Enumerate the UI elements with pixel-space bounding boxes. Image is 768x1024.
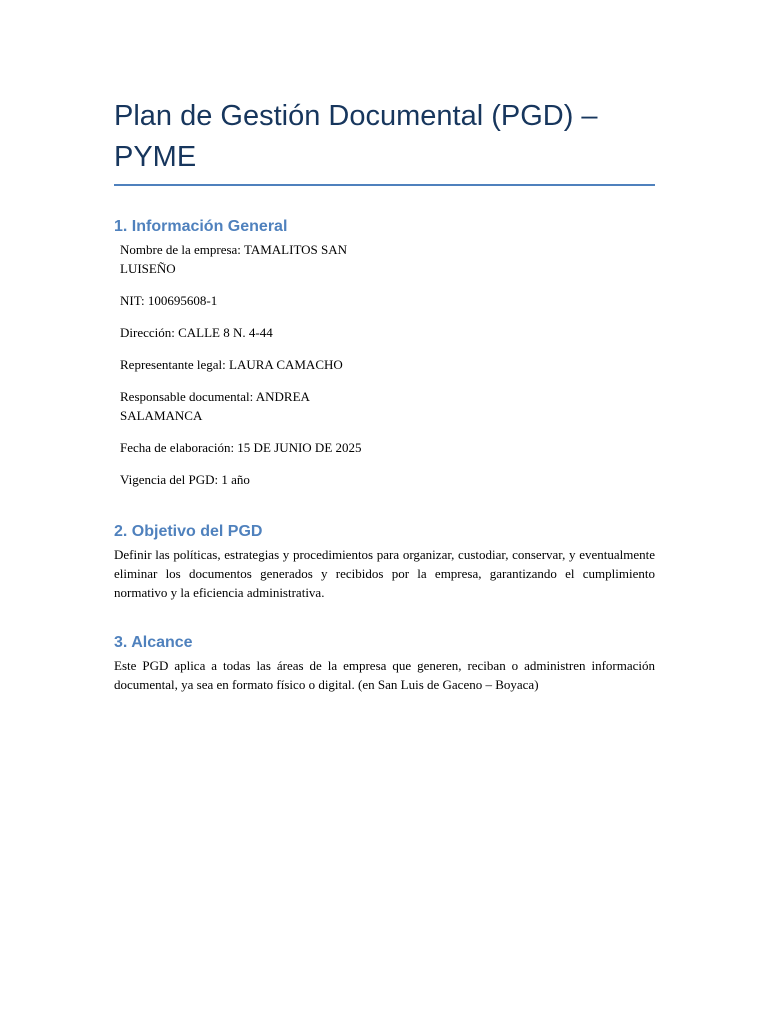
info-address: Dirección: CALLE 8 N. 4-44: [120, 325, 273, 340]
objective-paragraph: Definir las políticas, estrategias y procedimientos para organizar, custodiar, conservar, y eventualmente eliminar los documentos generados y recibidos por la empresa, garantizando el cumplimiento normativo y la eficiencia administrativa.: [114, 547, 655, 600]
scope-paragraph: Este PGD aplica a todas las áreas de la empresa que generen, reciban o administren información documental, ya sea en formato físico o digital. (en San Luis de Gaceno – Boyaca): [114, 658, 655, 692]
info-validity: Vigencia del PGD: 1 año: [120, 472, 250, 487]
section-heading-informacion-general: 1. Información General: [114, 218, 288, 235]
info-legal-representative: Representante legal: LAURA CAMACHO: [120, 357, 343, 372]
document-title: Plan de Gestión Documental (PGD) – PYME: [114, 96, 655, 186]
general-info-list: [120, 240, 365, 489]
document-content: [114, 96, 655, 694]
section-heading-alcance: 3. Alcance: [114, 634, 193, 651]
info-nit: NIT: 100695608-1: [120, 293, 218, 308]
section-heading-objetivo: 2. Objetivo del PGD: [114, 523, 263, 540]
info-document-manager: Responsable documental: ANDREA SALAMANCA: [120, 389, 310, 423]
info-creation-date: Fecha de elaboración: 15 DE JUNIO DE 2025: [120, 440, 362, 455]
info-company-name: Nombre de la empresa: TAMALITOS SAN LUISEÑO: [120, 242, 348, 276]
